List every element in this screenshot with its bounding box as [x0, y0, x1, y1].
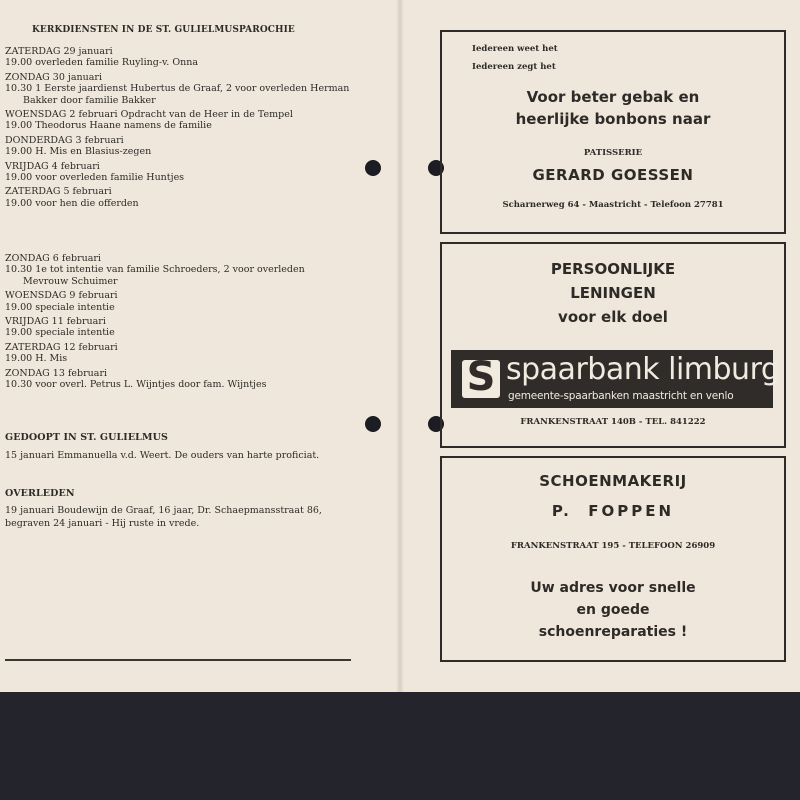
- service-entry: [5, 186, 350, 209]
- ad-patisserie-label: PATISSERIE: [583, 148, 643, 158]
- ad-patisserie-address: Scharnerweg 64 - Maastricht - Telefoon 27781: [502, 200, 724, 210]
- left-bottom-rule: [5, 659, 351, 661]
- service-line: 19.00 H. Mis en Blasius-zegen: [5, 146, 152, 158]
- service-day: DONDERDAG 3 februari: [5, 134, 124, 146]
- service-day: VRIJDAG 4 februari: [5, 160, 100, 172]
- ad-patisserie-name: GERARD GOESSEN: [532, 166, 694, 184]
- service-day: ZATERDAG 29 januari: [5, 46, 113, 57]
- service-entry: [5, 368, 350, 391]
- ad-bank-line1: PERSOONLIJKE: [550, 260, 676, 278]
- service-day: VRIJDAG 11 februari: [5, 316, 106, 328]
- ad-patisserie-headline2: heerlijke bonbons naar: [515, 110, 711, 128]
- ad-schoen-title: SCHOENMAKERIJ: [539, 472, 687, 490]
- ad-patisserie-line1: Iedereen weet het: [472, 44, 558, 54]
- service-entry: [5, 46, 350, 69]
- ad-schoen-slogan1: Uw adres voor snelle: [530, 580, 696, 596]
- ad-schoen-slogan3: schoenreparaties !: [538, 624, 688, 640]
- service-entry: [5, 342, 350, 365]
- spaarbank-s-icon: S: [462, 360, 500, 398]
- service-day: ZATERDAG 5 februari: [5, 186, 112, 198]
- service-entry: [5, 290, 350, 313]
- service-line: 19.00 speciale intentie: [5, 301, 115, 313]
- service-day: ZONDAG 13 februari: [5, 367, 108, 379]
- service-line: 19.00 Theodorus Haane namens de familie: [5, 120, 212, 132]
- service-day: WOENSDAG 2 februari Opdracht van de Heer in de Tempel: [5, 109, 293, 121]
- ad-schoen-slogan2: en goede: [576, 602, 650, 618]
- service-entry: [5, 316, 350, 339]
- overleden-text: 19 januari Boudewijn de Graaf, 16 jaar, Dr. Schaepmansstraat 86, begraven 24 januari - Hij ruste in vrede.: [5, 505, 322, 529]
- ad-patisserie: [440, 30, 786, 234]
- ad-schoenmakerij: [440, 456, 786, 662]
- service-line: 10.30 1e tot intentie van familie Schroeders, 2 voor overleden Mevrouw Schuimer: [5, 264, 305, 287]
- service-entry: [5, 253, 350, 287]
- service-line: 19.00 overleden familie Ruyling-v. Onna: [5, 57, 199, 69]
- service-entry: [5, 109, 350, 132]
- service-entry: [5, 135, 350, 158]
- ad-patisserie-line2: Iedereen zegt het: [472, 62, 556, 72]
- gedoopt-text: 15 januari Emmanuella v.d. Weert. De ouders van harte proficiat.: [5, 450, 320, 461]
- service-line: 10.30 voor overl. Petrus L. Wijntjes door fam. Wijntjes: [5, 379, 267, 391]
- service-day: WOENSDAG 9 februari: [5, 290, 118, 302]
- services-week2: [5, 253, 350, 393]
- ad-bank-line2: LENINGEN: [570, 284, 656, 302]
- ad-bank-address: FRANKENSTRAAT 140B - TEL. 841222: [520, 417, 706, 427]
- gedoopt-heading: GEDOOPT IN ST. GULIELMUS: [5, 432, 168, 443]
- ad-schoen-name: P. FOPPEN: [551, 502, 675, 520]
- bank-subtitle: gemeente-spaarbanken maastricht en venlo: [508, 390, 734, 402]
- overleden-heading: OVERLEDEN: [5, 488, 75, 499]
- service-line: 19.00 voor overleden familie Huntjes: [5, 172, 185, 184]
- bank-name: spaarbank limburg: [506, 352, 780, 387]
- service-line: 10.30 1 Eerste jaardienst Hubertus de Graaf, 2 voor overleden Herman Bakker door familie Bakker: [5, 83, 350, 106]
- ad-patisserie-headline1: Voor beter gebak en: [526, 88, 700, 106]
- service-line: 19.00 voor hen die offerden: [5, 197, 139, 209]
- punch-hole: [365, 416, 381, 432]
- service-day: ZONDAG 30 januari: [5, 71, 102, 83]
- service-entry: [5, 72, 350, 106]
- service-line: 19.00 speciale intentie: [5, 327, 115, 339]
- kerkdiensten-heading: KERKDIENSTEN IN DE ST. GULIELMUSPAROCHIE: [32, 25, 295, 35]
- ad-bank: [440, 242, 786, 448]
- ad-bank-line3: voor elk doel: [558, 308, 668, 326]
- service-line: 19.00 H. Mis: [5, 353, 68, 365]
- punch-hole: [365, 160, 381, 176]
- ad-schoen-address: FRANKENSTRAAT 195 - TELEFOON 26909: [510, 541, 716, 551]
- service-day: ZATERDAG 12 februari: [5, 341, 118, 353]
- service-entry: [5, 161, 350, 184]
- spaarbank-logo: [451, 350, 780, 408]
- services-week1: [5, 46, 350, 212]
- page-gutter: [396, 0, 404, 692]
- service-day: ZONDAG 6 februari: [5, 253, 101, 264]
